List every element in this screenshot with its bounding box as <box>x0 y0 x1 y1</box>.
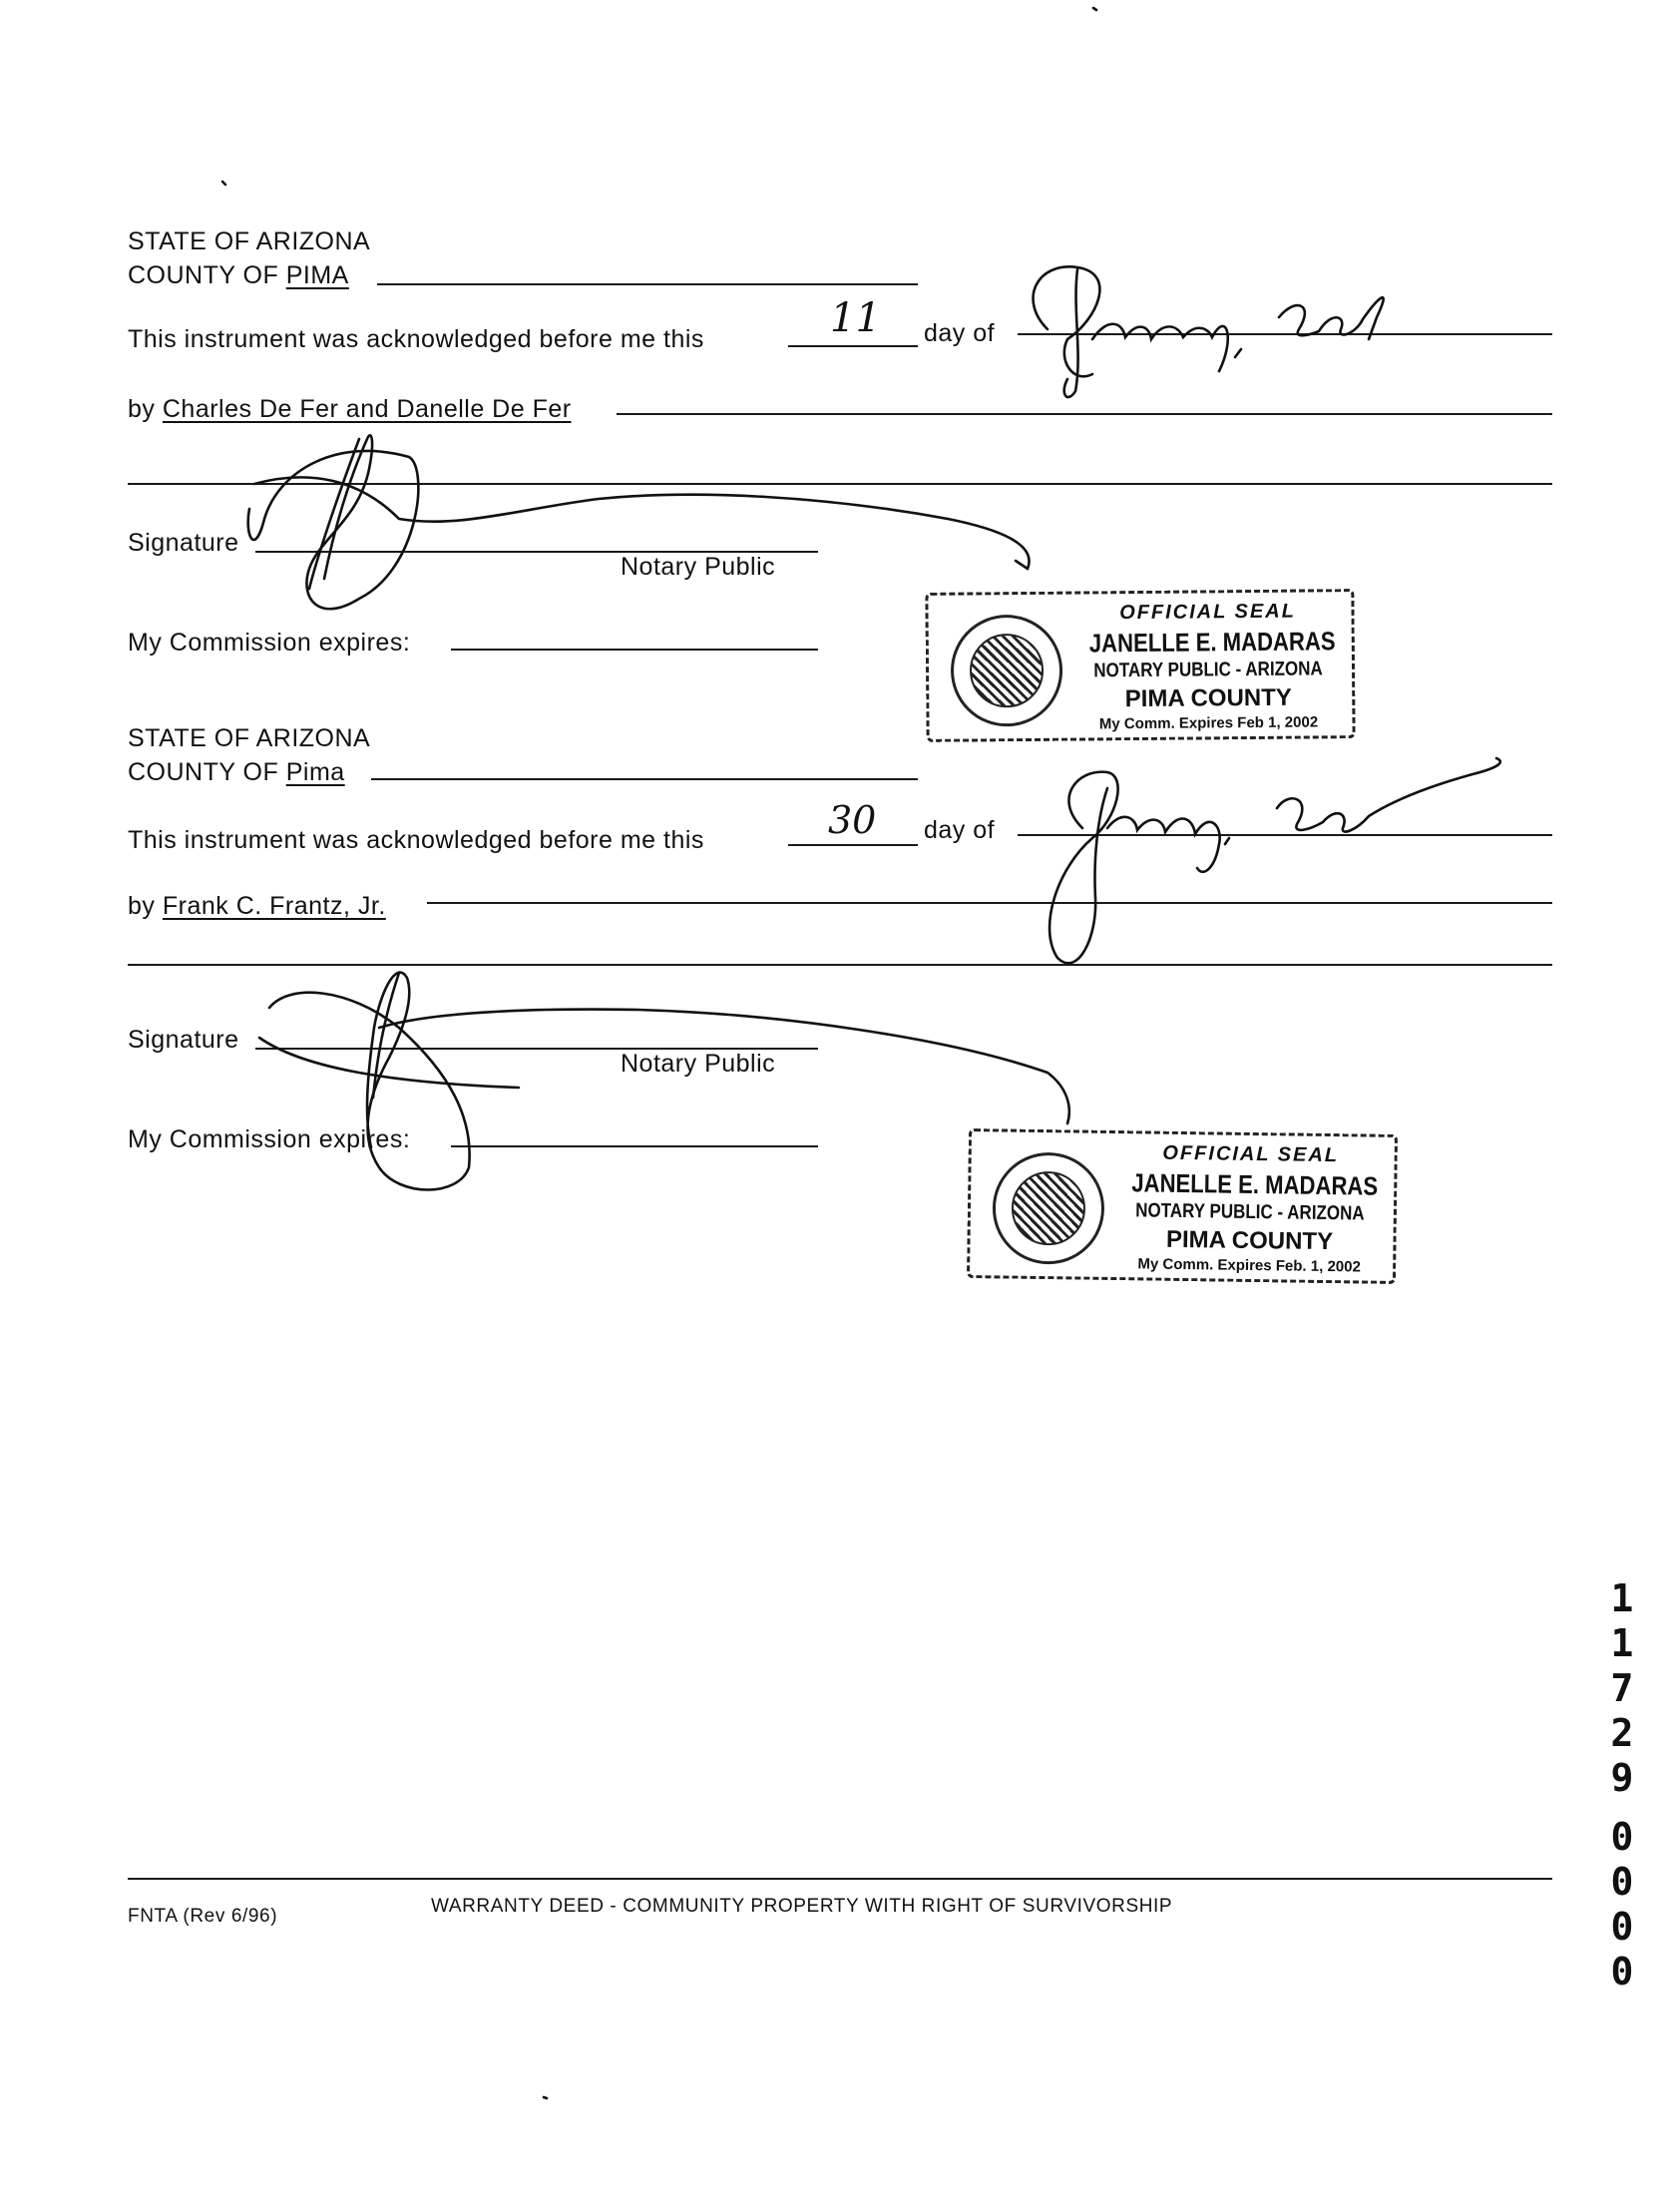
recording-digit: 9 <box>1610 1756 1634 1800</box>
blank-rule-1 <box>128 483 1552 485</box>
day-of-2: day of <box>924 816 996 844</box>
day-value-2: 30 <box>828 798 877 842</box>
seal-2-role: NOTARY PUBLIC - ARIZONA <box>1135 1199 1365 1225</box>
seal-2-name: JANELLE E. MADARAS <box>1131 1167 1379 1201</box>
commission-rule-2 <box>451 1145 818 1147</box>
official-seal-1 <box>925 589 1355 742</box>
seal-1-county: PIMA COUNTY <box>1124 683 1292 713</box>
recording-digit: 7 <box>1610 1666 1634 1710</box>
seal-1-expiry: My Comm. Expires Feb 1, 2002 <box>1098 713 1319 733</box>
county-rule-2 <box>371 778 918 780</box>
stray-mark <box>222 182 225 185</box>
seal-2-title: OFFICIAL SEAL <box>1162 1141 1340 1167</box>
state-heading-2: STATE OF ARIZONA <box>128 724 371 752</box>
recording-digit: 2 <box>1610 1711 1634 1755</box>
signature-label-2: Signature <box>128 1026 239 1054</box>
county-prefix-1: COUNTY OF <box>128 261 286 289</box>
ack-text-1: This instrument was acknowledged before me this <box>128 325 704 353</box>
state-heading-1: STATE OF ARIZONA <box>128 227 371 255</box>
county-prefix-2: COUNTY OF <box>128 758 286 786</box>
recording-digit: 0 <box>1610 1950 1634 1993</box>
footer-rule <box>128 1878 1552 1880</box>
stray-mark <box>544 2097 547 2098</box>
recording-digit: 0 <box>1610 1815 1634 1859</box>
by-line-1 <box>128 395 572 424</box>
blank-rule-2 <box>128 964 1552 966</box>
county-value-2: Pima <box>285 758 345 786</box>
month-rule-1 <box>1018 333 1552 335</box>
notary-signature-1 <box>248 435 1030 609</box>
form-title: WARRANTY DEED - COMMUNITY PROPERTY WITH RIGHT OF SURVIVORSHIP <box>431 1896 1173 1917</box>
form-code: FNTA (Rev 6/96) <box>128 1906 278 1927</box>
by-value-1: Charles De Fer and Danelle De Fer <box>162 395 572 423</box>
day-rule-2 <box>788 844 918 846</box>
seal-1-role: NOTARY PUBLIC - ARIZONA <box>1093 658 1323 682</box>
by-value-2: Frank C. Frantz, Jr. <box>162 892 386 920</box>
by-prefix-1: by <box>128 395 163 423</box>
by-rule-1 <box>617 413 1552 415</box>
state-seal-emblem <box>951 615 1063 727</box>
stray-mark <box>1093 8 1096 10</box>
recording-digit: 1 <box>1610 1576 1634 1620</box>
day-of-1: day of <box>924 319 996 347</box>
notary-label-2: Notary Public <box>621 1050 776 1078</box>
commission-rule-1 <box>451 649 818 651</box>
recording-digit: 0 <box>1610 1860 1634 1904</box>
commission-label-1: My Commission expires: <box>128 629 411 657</box>
official-seal-2 <box>967 1128 1398 1284</box>
seal-1-title: OFFICIAL SEAL <box>1119 600 1297 625</box>
county-line-1 <box>128 261 349 290</box>
recording-number <box>1602 1576 1642 1994</box>
seal-1-name: JANELLE E. MADARAS <box>1088 626 1336 659</box>
month-year-scrawl-1 <box>1034 266 1384 397</box>
seal-2-expiry: My Comm. Expires Feb. 1, 2002 <box>1137 1255 1362 1276</box>
commission-label-2: My Commission expires: <box>128 1125 411 1153</box>
state-seal-emblem <box>992 1151 1105 1265</box>
month-rule-2 <box>1018 834 1552 836</box>
day-rule-1 <box>788 345 918 347</box>
by-rule-2 <box>427 902 1552 904</box>
seal-2-county: PIMA COUNTY <box>1165 1225 1334 1256</box>
signature-label-1: Signature <box>128 529 239 557</box>
notary-signature-2 <box>259 973 1069 1190</box>
day-value-1: 11 <box>830 295 881 341</box>
county-rule-1 <box>377 283 918 285</box>
county-line-2 <box>128 758 345 787</box>
ack-text-2: This instrument was acknowledged before me this <box>128 826 704 854</box>
by-prefix-2: by <box>128 892 163 920</box>
recording-digit: 1 <box>1610 1621 1634 1665</box>
by-line-2 <box>128 892 386 921</box>
notary-label-1: Notary Public <box>621 553 776 581</box>
county-value-1: PIMA <box>285 261 349 289</box>
recording-digit: 0 <box>1610 1905 1634 1949</box>
month-year-scrawl-2 <box>1050 758 1500 963</box>
